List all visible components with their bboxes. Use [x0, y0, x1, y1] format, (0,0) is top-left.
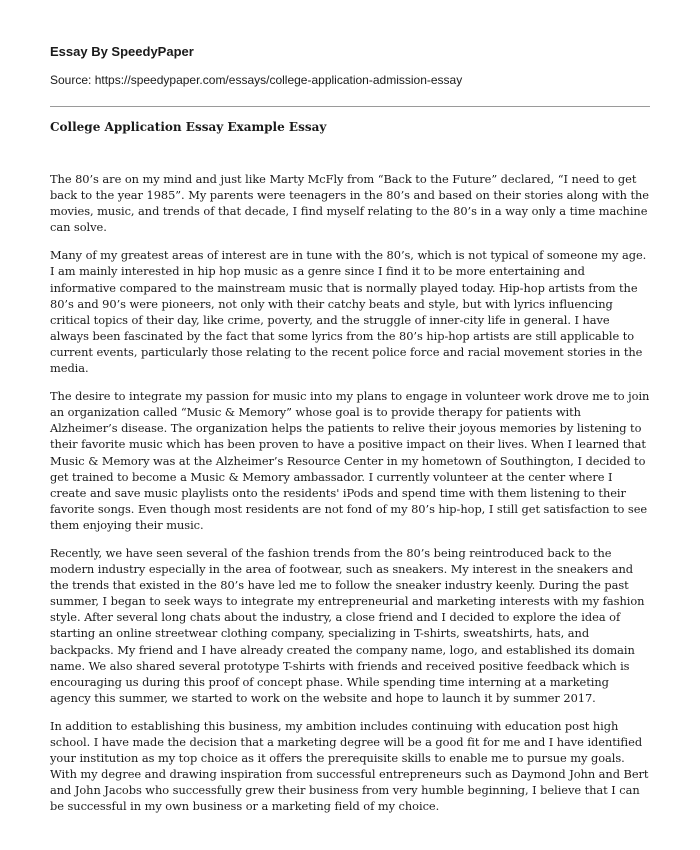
paragraph: The 80’s are on my mind and just like Marty McFly from “Back to the Future” declared, “I need to get back to the year 1985”. My parents were teenagers in the 80’s and based on their stories along with the movies, music, and trends of that decade, I find myself relating to the 80’s in a way only a time machine can solve.	[50, 172, 649, 235]
essay-title: College Application Essay Example Essay	[50, 120, 327, 134]
paragraph: Many of my greatest areas of interest are in tune with the 80’s, which is not typical of someone my age. I am mainly interested in hip hop music as a genre since I find it to be more entertaining and informative compared to the mainstream music that is normally played today. Hip-hop artists from the 80’s and 90’s were pioneers, not only with their catchy beats and style, but with lyrics influencing critical topics of their day, like crime, poverty, and the struggle of inner-city life in general. I have always been fascinated by the fact that some lyrics from the 80’s hip-hop artists are still applicable to current events, particularly those relating to the recent police force and racial movement stories in the media.	[50, 248, 647, 376]
paragraph: Recently, we have seen several of the fashion trends from the 80’s being reintroduced back to the modern industry especially in the area of footwear, such as sneakers. My interest in the sneakers and the trends that existed in the 80’s have led me to follow the sneaker industry keenly. During the past summer, I began to seek ways to integrate my entrepreneurial and marketing interests with my fashion style. After several long chats about the industry, a close friend and I decided to explore the idea of starting an online streetwear clothing company, specializing in T-shirts, sweatshirts, hats, and backpacks. My friend and I have already created the company name, logo, and established its domain name. We also shared several prototype T-shirts with friends and received positive feedback which is encouraging us during this proof of concept phase. While spending time interning at a marketing agency this summer, we started to work on the website and hope to launch it by summer 2017.	[50, 545, 645, 705]
essay-body	[50, 171, 650, 814]
divider	[50, 106, 650, 107]
paragraph: The desire to integrate my passion for music into my plans to engage in volunteer work drove me to join an organization called “Music & Memory” whose goal is to provide therapy for patients with Alzheimer’s disease. The organization helps the patients to relive their joyous memories by listening to their favorite music which has been proven to have a positive impact on their lives. When I learned that Music & Memory was at the Alzheimer’s Resource Center in my hometown of Southington, I decided to get trained to become a Music & Memory ambassador. I currently volunteer at the center where I create and save music playlists onto the residents' iPods and spend time with them listening to their favorite songs. Even though most residents are not fond of my 80’s hip-hop, I still get satisfaction to see them enjoying their music.	[50, 389, 650, 532]
document-page	[50, 44, 650, 826]
source-line: Source: https://speedypaper.com/essays/college-application-admission-essay	[50, 73, 463, 87]
brand-heading: Essay By SpeedyPaper	[50, 44, 194, 59]
paragraph: In addition to establishing this business, my ambition includes continuing with education post high school. I have made the decision that a marketing degree will be a good fit for me and I have identified your institution as my top choice as it offers the prerequisite skills to enable me to pursue my goals. With my degree and drawing inspiration from successful entrepreneurs such as Daymond John and Bert and John Jacobs who successfully grew their business from very humble beginning, I believe that I can be successful in my own business or a marketing field of my choice.	[50, 718, 649, 814]
